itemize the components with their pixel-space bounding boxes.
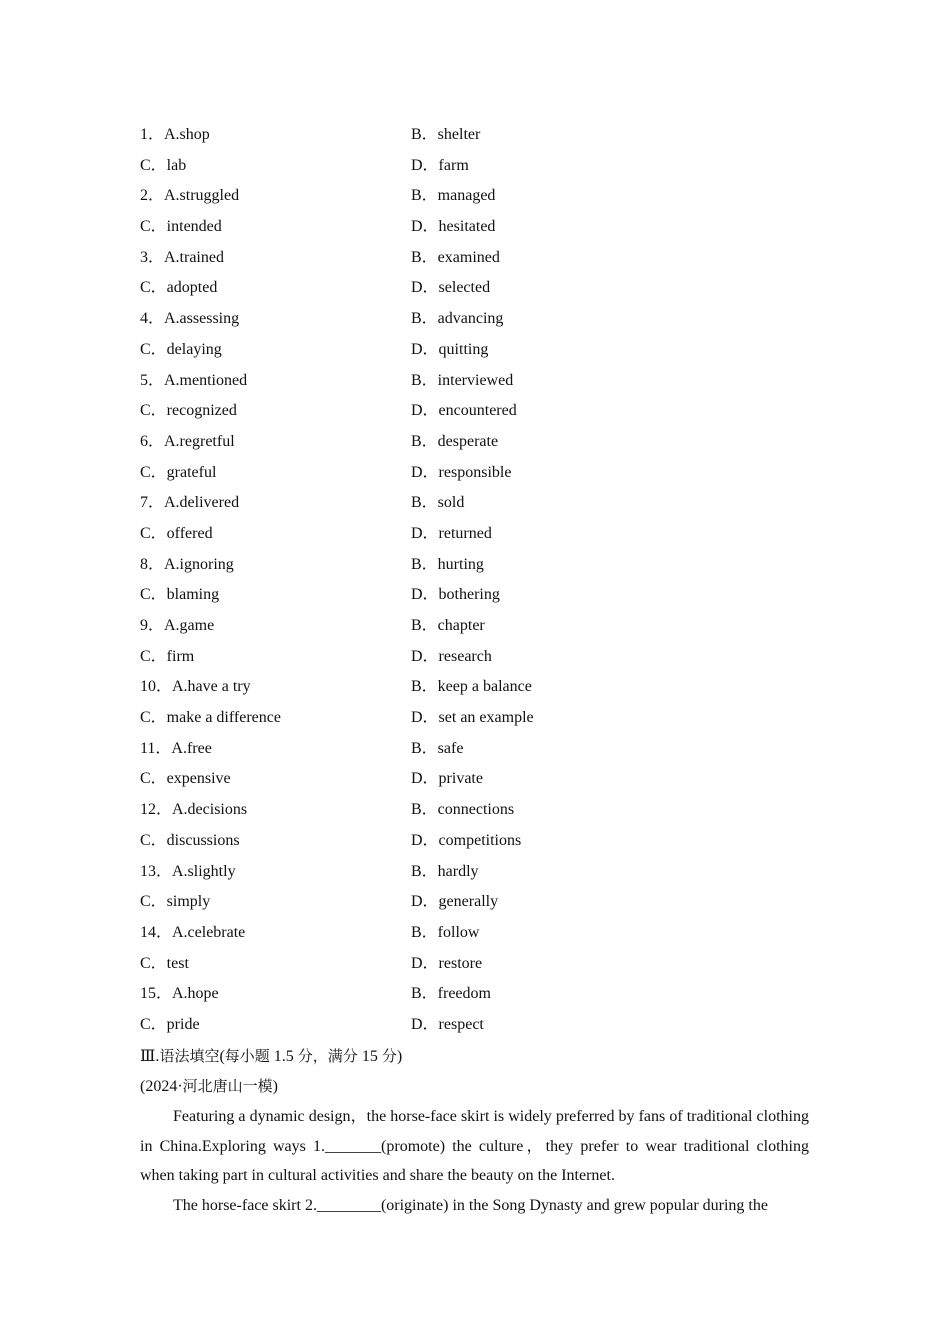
section-heading [140,1041,809,1072]
option-left: C．discussions [140,831,240,849]
option-row [140,427,809,458]
option-left: 4．A.assessing [140,310,240,328]
score-num-b: 15 [357,1047,382,1065]
option-row [140,151,809,182]
option-left: 8．A.ignoring [140,555,234,573]
option-right: B．hurting [411,555,484,573]
option-row [140,795,809,826]
paren-open: ( [219,1047,225,1065]
source-close: ) [272,1078,278,1096]
option-left: 2．A.struggled [140,187,240,205]
options-list [140,120,809,1041]
option-right: B．safe [411,739,464,757]
option-row [140,949,809,980]
option-right: D．private [411,770,483,788]
option-right: B．hardly [411,862,479,880]
option-right: D．generally [411,893,499,911]
option-row [140,519,809,550]
option-row [140,918,809,949]
option-left: C．test [140,954,189,972]
option-row [140,734,809,765]
option-left: C．blaming [140,586,220,604]
option-row [140,335,809,366]
option-left: C．firm [140,647,195,665]
option-row [140,273,809,304]
score-text-a: 每小题 [224,1046,270,1065]
source-line [140,1071,809,1102]
option-row [140,1010,809,1041]
option-left: C．delaying [140,340,222,358]
option-row [140,979,809,1010]
score-text-c: 分 [381,1046,397,1065]
option-left: 10．A.have a try [140,678,251,696]
option-right: B．shelter [411,126,481,143]
option-left: C．grateful [140,463,217,481]
option-row [140,366,809,397]
option-right: D．returned [411,524,492,542]
option-left: C．lab [140,156,187,174]
option-row [140,642,809,673]
option-left: 1．A.shop [140,126,210,143]
option-right: D．encountered [411,402,517,420]
option-left: 3．A.trained [140,248,224,266]
option-right: B．interviewed [411,371,514,389]
option-left: 13．A.slightly [140,862,236,880]
option-row [140,212,809,243]
option-row [140,181,809,212]
option-right: D．research [411,647,492,665]
source-open: (2024· [140,1078,183,1096]
option-left: 15．A.hope [140,985,219,1003]
option-right: D．responsible [411,463,512,481]
option-left: C．intended [140,218,222,236]
option-right: B．chapter [411,617,485,634]
option-row [140,703,809,734]
score-num-a: 1.5 [269,1047,298,1065]
paren-close: ) [396,1047,403,1065]
option-left: C．adopted [140,279,218,297]
option-left: C．offered [140,524,213,542]
option-row [140,580,809,611]
option-right: B．managed [411,187,496,205]
option-right: D．bothering [411,586,500,604]
option-left: C．expensive [140,770,231,788]
option-row [140,887,809,918]
option-right: D．set an example [411,709,534,727]
option-right: D．competitions [411,831,522,849]
option-right: B．advancing [411,310,504,328]
option-right: B．sold [411,494,465,512]
option-left: 9．A.game [140,617,215,634]
option-left: 11．A.free [140,739,212,757]
option-right: D．farm [411,156,469,174]
option-row [140,550,809,581]
option-right: B．desperate [411,432,499,450]
option-right: D．restore [411,954,483,972]
option-left: C．make a difference [140,709,281,727]
score-text-b: 分，满分 [297,1046,358,1065]
option-left: C．recognized [140,402,237,420]
option-row [140,458,809,489]
section-title: 语法填空 [159,1046,220,1065]
option-right: B．connections [411,801,515,819]
section-number: Ⅲ. [140,1047,160,1065]
option-row [140,243,809,274]
option-right: B．freedom [411,985,491,1003]
option-row [140,826,809,857]
option-right: D．hesitated [411,218,496,236]
option-left: C．simply [140,893,211,911]
option-left: 7．A.delivered [140,494,240,512]
option-right: D．selected [411,279,491,297]
option-row [140,672,809,703]
option-left: 12．A.decisions [140,801,248,819]
option-row [140,396,809,427]
option-left: 6．A.regretful [140,432,235,450]
option-row [140,120,809,151]
option-right: B．follow [411,923,480,941]
option-row [140,857,809,888]
document-page [140,120,809,1220]
option-right: D．quitting [411,340,489,358]
option-right: D．respect [411,1015,484,1033]
passage-paragraph-2: The horse-face skirt 2.________(originate) in the Song Dynasty and grew popular during the [173,1196,768,1214]
option-left: 5．A.mentioned [140,371,248,389]
option-row [140,764,809,795]
option-left: C．pride [140,1015,200,1033]
option-left: 14．A.celebrate [140,923,246,941]
option-right: B．keep a balance [411,678,532,696]
option-row [140,488,809,519]
option-row [140,304,809,335]
passage-paragraph-1: Featuring a dynamic design，the horse-face skirt is widely preferred by fans of traditional clothing in China.Exploring ways 1._______(promote) the culture，they prefer to wear traditional clothing when taking part in cultural activities and share the beauty on the Internet. [140,1108,809,1184]
option-right: B．examined [411,248,500,266]
source-place: 河北唐山一模 [182,1077,273,1096]
option-row [140,611,809,642]
